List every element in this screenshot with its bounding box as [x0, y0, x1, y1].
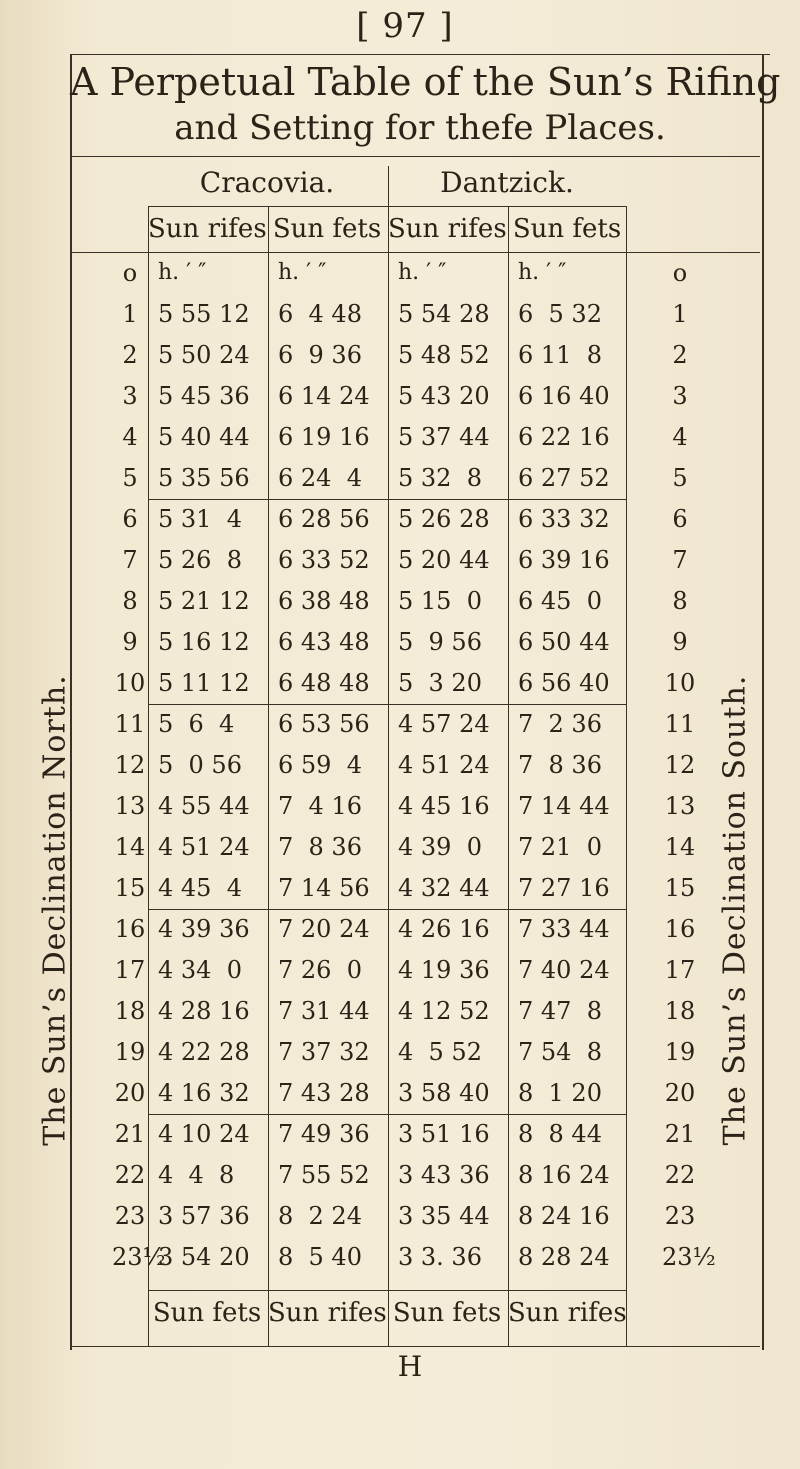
day-number-left: 7	[122, 546, 138, 574]
day-number-left: 21	[114, 1120, 146, 1148]
group-rule	[148, 1114, 626, 1115]
time-cell: 4 10 24	[158, 1120, 250, 1148]
table-row	[0, 871, 800, 905]
time-cell: 6 45 0	[518, 587, 602, 615]
table-row	[0, 789, 800, 823]
table-row	[0, 502, 800, 536]
day-number-left: 23	[114, 1202, 146, 1230]
day-number-right: 17	[664, 956, 696, 984]
time-cell: 6 22 16	[518, 423, 610, 451]
time-cell: 4 26 16	[398, 915, 490, 943]
table-row	[0, 584, 800, 618]
day-number-right: 23½	[662, 1243, 716, 1271]
day-number-left: 6	[122, 505, 138, 533]
time-cell: 5 32 8	[398, 464, 482, 492]
time-cell: 6 50 44	[518, 628, 610, 656]
time-cell: 6 39 16	[518, 546, 610, 574]
time-cell: 5 31 4	[158, 505, 242, 533]
day-number-right: 2	[672, 341, 688, 369]
time-cell: 4 19 36	[398, 956, 490, 984]
time-cell: 4 4 8	[158, 1161, 235, 1189]
unit-cell: h. ′ ″	[518, 260, 567, 285]
page-subtitle: and Setting for thefe Places.	[174, 108, 666, 148]
time-cell: 4 55 44	[158, 792, 250, 820]
time-cell: 7 4 16	[278, 792, 362, 820]
table-row	[0, 1076, 800, 1110]
day-number-right: 1	[672, 300, 688, 328]
day-number-right: 5	[672, 464, 688, 492]
time-cell: 7 54 8	[518, 1038, 602, 1066]
day-number-right: 21	[664, 1120, 696, 1148]
unit-cell: h. ′ ″	[158, 260, 207, 285]
time-cell: 5 54 28	[398, 300, 490, 328]
time-cell: 4 45 4	[158, 874, 242, 902]
time-cell: 7 2 36	[518, 710, 602, 738]
time-cell: 7 8 36	[278, 833, 362, 861]
time-cell: 5 3 20	[398, 669, 482, 697]
time-cell: 5 16 12	[158, 628, 250, 656]
day-number-right: 6	[672, 505, 688, 533]
day-number-right: 23	[664, 1202, 696, 1230]
col-foot-2: Sun rifes	[268, 1298, 387, 1328]
day-number-left: 9	[122, 628, 138, 656]
time-cell: 5 20 44	[398, 546, 490, 574]
day-number-left: 23½	[112, 1243, 166, 1271]
table-row	[0, 830, 800, 864]
col-head-2: Sun fets	[272, 214, 382, 244]
day-number-right: 16	[664, 915, 696, 943]
table-row	[0, 338, 800, 372]
table-row	[0, 912, 800, 946]
time-cell: 4 32 44	[398, 874, 490, 902]
time-cell: 5 45 36	[158, 382, 250, 410]
table-row	[0, 379, 800, 413]
day-number-left: 20	[114, 1079, 146, 1107]
time-cell: 4 51 24	[158, 833, 250, 861]
time-cell: 3 58 40	[398, 1079, 490, 1107]
day-number-left: 8	[122, 587, 138, 615]
time-cell: 4 57 24	[398, 710, 490, 738]
time-cell: 8 2 24	[278, 1202, 362, 1230]
time-cell: 4 34 0	[158, 956, 242, 984]
city-left: Cracovia.	[199, 166, 335, 199]
day-number-left: 18	[114, 997, 146, 1025]
time-cell: 6 16 40	[518, 382, 610, 410]
time-cell: 5 40 44	[158, 423, 250, 451]
table-frame	[70, 54, 764, 1350]
day-number-left: 15	[114, 874, 146, 902]
time-cell: 7 49 36	[278, 1120, 370, 1148]
time-cell: 6 28 56	[278, 505, 370, 533]
signature-mark: H	[397, 1350, 423, 1383]
time-cell: 6 9 36	[278, 341, 362, 369]
unit-row	[0, 256, 800, 290]
time-cell: 3 43 36	[398, 1161, 490, 1189]
time-cell: 7 40 24	[518, 956, 610, 984]
table-row	[0, 994, 800, 1028]
time-cell: 7 33 44	[518, 915, 610, 943]
table-row	[0, 1117, 800, 1151]
table-row	[0, 1035, 800, 1069]
time-cell: 7 47 8	[518, 997, 602, 1025]
group-rule	[148, 704, 626, 705]
top-rule	[70, 54, 770, 55]
time-cell: 6 33 32	[518, 505, 610, 533]
time-cell: 3 51 16	[398, 1120, 490, 1148]
table-row	[0, 707, 800, 741]
time-cell: 6 43 48	[278, 628, 370, 656]
day-number-right: 13	[664, 792, 696, 820]
time-cell: 6 19 16	[278, 423, 370, 451]
time-cell: 6 4 48	[278, 300, 362, 328]
time-cell: 8 24 16	[518, 1202, 610, 1230]
time-cell: 3 3. 36	[398, 1243, 482, 1271]
day-number-right: 3	[672, 382, 688, 410]
time-cell: 4 22 28	[158, 1038, 250, 1066]
time-cell: 6 48 48	[278, 669, 370, 697]
time-cell: 5 35 56	[158, 464, 250, 492]
time-cell: 5 37 44	[398, 423, 490, 451]
day-number-left: 3	[122, 382, 138, 410]
time-cell: 5 15 0	[398, 587, 482, 615]
col-head-3: Sun rifes	[388, 214, 507, 244]
time-cell: 3 35 44	[398, 1202, 490, 1230]
time-cell: 6 38 48	[278, 587, 370, 615]
time-cell: 7 43 28	[278, 1079, 370, 1107]
day-number-right: 4	[672, 423, 688, 451]
col-head-1: Sun rifes	[148, 214, 267, 244]
time-cell: 6 33 52	[278, 546, 370, 574]
day-number-left: 13	[114, 792, 146, 820]
page-title: A Perpetual Table of the Sun’s Rifing	[70, 60, 781, 104]
time-cell: 5 55 12	[158, 300, 250, 328]
table-row	[0, 297, 800, 331]
city-right: Dantzick.	[440, 166, 574, 199]
day-number-right: 12	[664, 751, 696, 779]
col-head-4: Sun fets	[512, 214, 622, 244]
day-number-right: 20	[664, 1079, 696, 1107]
time-cell: 7 26 0	[278, 956, 362, 984]
time-cell: 7 55 52	[278, 1161, 370, 1189]
time-cell: 7 37 32	[278, 1038, 370, 1066]
time-cell: 4 45 16	[398, 792, 490, 820]
time-cell: 6 56 40	[518, 669, 610, 697]
time-cell: 8 1 20	[518, 1079, 602, 1107]
day-number-left: 12	[114, 751, 146, 779]
time-cell: 8 28 24	[518, 1243, 610, 1271]
foot-rule	[70, 1346, 760, 1347]
table-row	[0, 543, 800, 577]
day-number-right: 7	[672, 546, 688, 574]
time-cell: 6 53 56	[278, 710, 370, 738]
group-rule	[148, 909, 626, 910]
time-cell: 6 5 32	[518, 300, 602, 328]
time-cell: 6 24 4	[278, 464, 362, 492]
time-cell: 5 11 12	[158, 669, 250, 697]
side-label-left: The Sun’s Declination North.	[37, 674, 73, 1146]
table-row	[0, 748, 800, 782]
day-number-left: 11	[114, 710, 146, 738]
day-number-right: 14	[664, 833, 696, 861]
table-row	[0, 461, 800, 495]
time-cell: 3 54 20	[158, 1243, 250, 1271]
time-cell: 7 14 44	[518, 792, 610, 820]
time-cell: 4 39 0	[398, 833, 482, 861]
day-number-left: 4	[122, 423, 138, 451]
time-cell: 5 50 24	[158, 341, 250, 369]
time-cell: 5 9 56	[398, 628, 482, 656]
side-label-right: The Sun’s Declination South.	[717, 674, 753, 1146]
bottom-rule	[148, 1290, 626, 1291]
table-row	[0, 1240, 800, 1274]
time-cell: 6 59 4	[278, 751, 362, 779]
time-cell: 4 5 52	[398, 1038, 482, 1066]
day-number-right: 22	[664, 1161, 696, 1189]
day-number-right: 8	[672, 587, 688, 615]
time-cell: 6 27 52	[518, 464, 610, 492]
time-cell: 4 16 32	[158, 1079, 250, 1107]
unit-day-right: o	[672, 259, 688, 287]
unit-cell: h. ′ ″	[278, 260, 327, 285]
header-rule	[70, 252, 760, 253]
day-number-left: 5	[122, 464, 138, 492]
table-row	[0, 666, 800, 700]
col-foot-3: Sun fets	[392, 1298, 502, 1328]
day-number-left: 17	[114, 956, 146, 984]
time-cell: 4 28 16	[158, 997, 250, 1025]
time-cell: 8 16 24	[518, 1161, 610, 1189]
time-cell: 5 0 56	[158, 751, 242, 779]
time-cell: 3 57 36	[158, 1202, 250, 1230]
unit-cell: h. ′ ″	[398, 260, 447, 285]
time-cell: 5 48 52	[398, 341, 490, 369]
table-row	[0, 625, 800, 659]
day-number-right: 10	[664, 669, 696, 697]
title-rule	[70, 156, 760, 157]
time-cell: 8 5 40	[278, 1243, 362, 1271]
table-row	[0, 1199, 800, 1233]
day-number-right: 15	[664, 874, 696, 902]
time-cell: 6 11 8	[518, 341, 602, 369]
day-number-left: 2	[122, 341, 138, 369]
time-cell: 4 39 36	[158, 915, 250, 943]
time-cell: 5 26 28	[398, 505, 490, 533]
city-rule	[148, 206, 626, 207]
time-cell: 8 8 44	[518, 1120, 602, 1148]
table-row	[0, 953, 800, 987]
time-cell: 4 12 52	[398, 997, 490, 1025]
time-cell: 7 31 44	[278, 997, 370, 1025]
day-number-left: 10	[114, 669, 146, 697]
time-cell: 7 14 56	[278, 874, 370, 902]
time-cell: 6 14 24	[278, 382, 370, 410]
unit-day-left: o	[122, 259, 138, 287]
time-cell: 7 27 16	[518, 874, 610, 902]
day-number-left: 22	[114, 1161, 146, 1189]
col-foot-1: Sun fets	[152, 1298, 262, 1328]
group-rule	[148, 499, 626, 500]
time-cell: 4 51 24	[398, 751, 490, 779]
day-number-right: 9	[672, 628, 688, 656]
time-cell: 7 8 36	[518, 751, 602, 779]
time-cell: 5 26 8	[158, 546, 242, 574]
col-foot-4: Sun rifes	[508, 1298, 627, 1328]
time-cell: 5 21 12	[158, 587, 250, 615]
time-cell: 7 21 0	[518, 833, 602, 861]
time-cell: 7 20 24	[278, 915, 370, 943]
table-row	[0, 1158, 800, 1192]
time-cell: 5 6 4	[158, 710, 235, 738]
day-number-left: 19	[114, 1038, 146, 1066]
day-number-right: 11	[664, 710, 696, 738]
day-number-right: 19	[664, 1038, 696, 1066]
day-number-left: 1	[122, 300, 138, 328]
day-number-right: 18	[664, 997, 696, 1025]
day-number-left: 14	[114, 833, 146, 861]
day-number-left: 16	[114, 915, 146, 943]
page-number: [ 97 ]	[356, 6, 454, 46]
table-row	[0, 420, 800, 454]
time-cell: 5 43 20	[398, 382, 490, 410]
